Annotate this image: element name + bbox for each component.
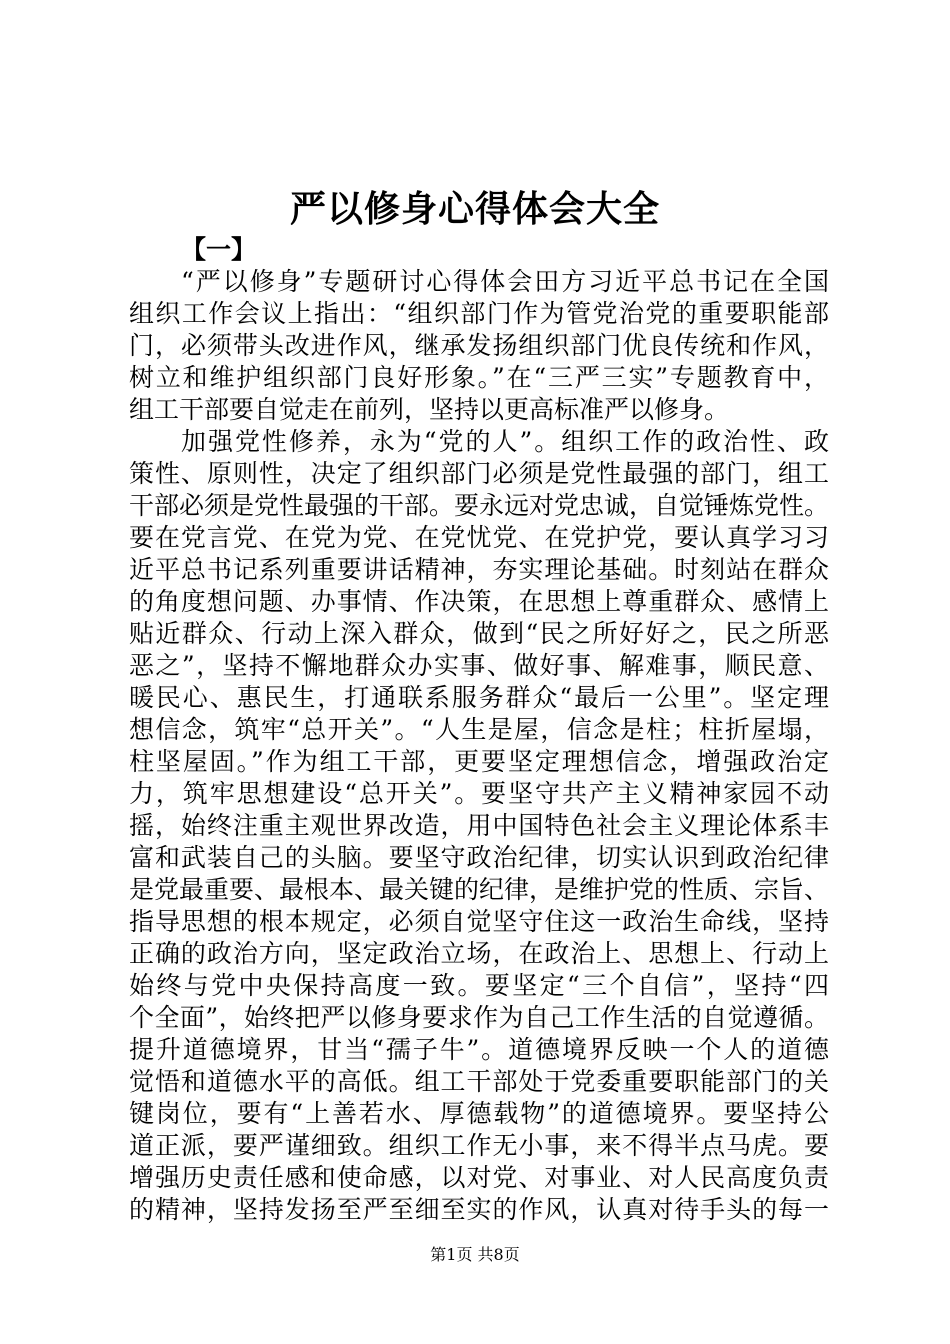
text-line: 想信念，筑牢“总开关”。“人生是屋，信念是柱；柱折屋塌， <box>129 715 829 744</box>
page-title: 严以修身心得体会大全 <box>289 189 660 230</box>
page-footer: 第1页 共8页 <box>430 1245 520 1264</box>
text-line: 摇，始终注重主观世界改造，用中国特色社会主义理论体系丰 <box>129 811 829 840</box>
text-line: 始终与党中央保持高度一致。要坚定“三个自信”，坚持“四 <box>129 971 829 1000</box>
text-line: 的角度想问题、办事情、作决策，在思想上尊重群众、感情上 <box>129 587 829 616</box>
text-line: 正确的政治方向，坚定政治立场，在政治上、思想上、行动上 <box>129 939 829 968</box>
text-line: 个全面”，始终把严以修身要求作为自己工作生活的自觉遵循。 <box>129 1003 829 1032</box>
text-line: 树立和维护组织部门良好形象。”在“三严三实”专题教育中， <box>129 363 829 392</box>
text-line: 组织工作会议上指出：“组织部门作为管党治党的重要职能部 <box>129 299 829 328</box>
text-line: 要在党言党、在党为党、在党忧党、在党护党，要认真学习习 <box>129 523 829 552</box>
text-line: 组工干部要自觉走在前列，坚持以更高标准严以修身。 <box>129 395 730 424</box>
text-line: 门，必须带头改进作风，继承发扬组织部门优良传统和作风， <box>129 331 829 360</box>
text-line: 的精神，坚持发扬至严至细至实的作风，认真对待手头的每一 <box>129 1195 829 1224</box>
text-line: 键岗位，要有“上善若水、厚德载物”的道德境界。要坚持公 <box>129 1099 829 1128</box>
text-line: 富和武装自己的头脑。要坚守政治纪律，切实认识到政治纪律 <box>129 843 829 872</box>
text-line: 贴近群众、行动上深入群众，做到“民之所好好之，民之所恶 <box>129 619 829 648</box>
text-line: 提升道德境界，甘当“孺子牛”。道德境界反映一个人的道德 <box>129 1035 829 1064</box>
text-line: 觉悟和道德水平的高低。组工干部处于党委重要职能部门的关 <box>129 1067 829 1096</box>
text-line: 增强历史责任感和使命感，以对党、对事业、对人民高度负责 <box>129 1163 829 1192</box>
text-line: “严以修身”专题研讨心得体会田方习近平总书记在全国 <box>181 267 829 296</box>
text-line: 是党最重要、最根本、最关键的纪律，是维护党的性质、宗旨、 <box>129 875 830 904</box>
text-line: 策性、原则性，决定了组织部门必须是党性最强的部门，组工 <box>129 459 829 488</box>
document-body <box>129 234 829 1226</box>
text-line: 恶之”，坚持不懈地群众办实事、做好事、解难事，顺民意、 <box>129 651 829 680</box>
text-line: 力，筑牢思想建设“总开关”。要坚守共产主义精神家园不动 <box>129 779 829 808</box>
text-line: 道正派，要严谨细致。组织工作无小事，来不得半点马虎。要 <box>129 1131 829 1160</box>
text-line: 指导思想的根本规定，必须自觉坚守住这一政治生命线，坚持 <box>129 907 829 936</box>
text-line: 暖民心、惠民生，打通联系服务群众“最后一公里”。坚定理 <box>129 683 829 712</box>
text-line: 柱坚屋固。”作为组工干部，更要坚定理想信念，增强政治定 <box>129 747 829 776</box>
section-marker: 【一】 <box>181 235 257 264</box>
text-line: 加强党性修养，永为“党的人”。组织工作的政治性、政 <box>181 427 829 456</box>
text-line: 近平总书记系列重要讲话精神，夯实理论基础。时刻站在群众 <box>129 555 829 584</box>
text-line: 干部必须是党性最强的干部。要永远对党忠诚，自觉锤炼党性。 <box>129 491 830 520</box>
